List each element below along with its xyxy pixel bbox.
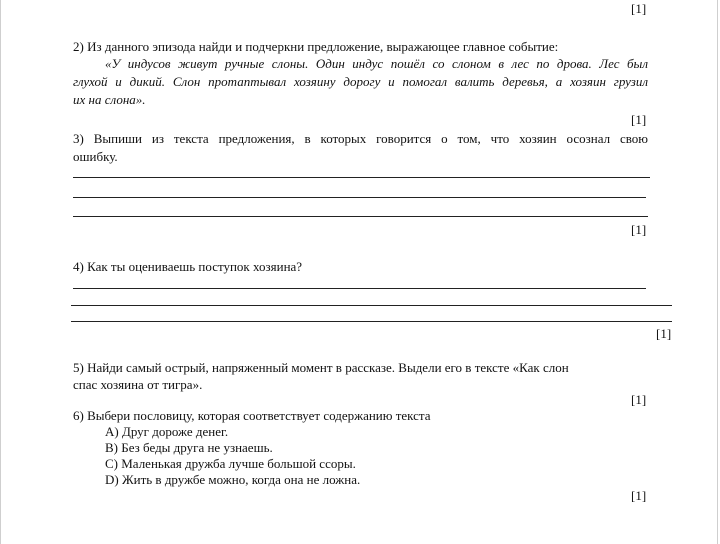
answer-line-q3-2 <box>73 197 646 198</box>
answer-line-q3-1 <box>73 177 650 178</box>
question-2-quote-line-3: их на слона». <box>73 92 146 107</box>
question-2-quote-line-1: «У индусов живут ручные слоны. Один индус пошёл со слоном в лес по дрова. Лес был <box>105 56 648 71</box>
answer-line-q3-3 <box>73 216 648 217</box>
score-mark-q3: [1] <box>631 222 647 237</box>
score-mark-q4: [1] <box>656 326 672 341</box>
question-3-line-2: ошибку. <box>73 149 118 164</box>
option-a: A) Друг дороже денег. <box>105 424 229 439</box>
question-2-quote-line-2: глухой и дикий. Слон протаптывал хозяину дорогу и помогал валить деревья, а хозяин грузил <box>73 74 648 89</box>
score-mark-q2: [1] <box>631 112 647 127</box>
option-c: C) Маленькая дружба лучше большой ссоры. <box>105 456 356 471</box>
option-b: B) Без беды друга не узнаешь. <box>105 440 273 455</box>
answer-line-q4-1 <box>73 288 646 289</box>
answer-line-q4-2 <box>71 305 672 306</box>
score-mark-q6: [1] <box>631 488 647 503</box>
question-3-line-1: 3) Выпиши из текста предложения, в которых говорится о том, что хозяин осознал свою <box>73 131 648 146</box>
score-mark-q5: [1] <box>631 392 647 407</box>
question-4: 4) Как ты оцениваешь поступок хозяина? <box>73 259 303 274</box>
question-5-line-1: 5) Найди самый острый, напряженный момент в рассказе. Выдели его в тексте «Как слон <box>73 360 569 375</box>
option-d: D) Жить в дружбе можно, когда она не ложна. <box>105 472 361 487</box>
score-mark-top: [1] <box>631 1 647 16</box>
question-2: 2) Из данного эпизода найди и подчеркни предложение, выражающее главное событие: <box>73 39 559 54</box>
question-6: 6) Выбери пословицу, которая соответствует содержанию текста <box>73 408 431 423</box>
answer-line-q4-3 <box>71 321 672 322</box>
question-5-line-2: спас хозяина от тигра». <box>73 377 203 392</box>
